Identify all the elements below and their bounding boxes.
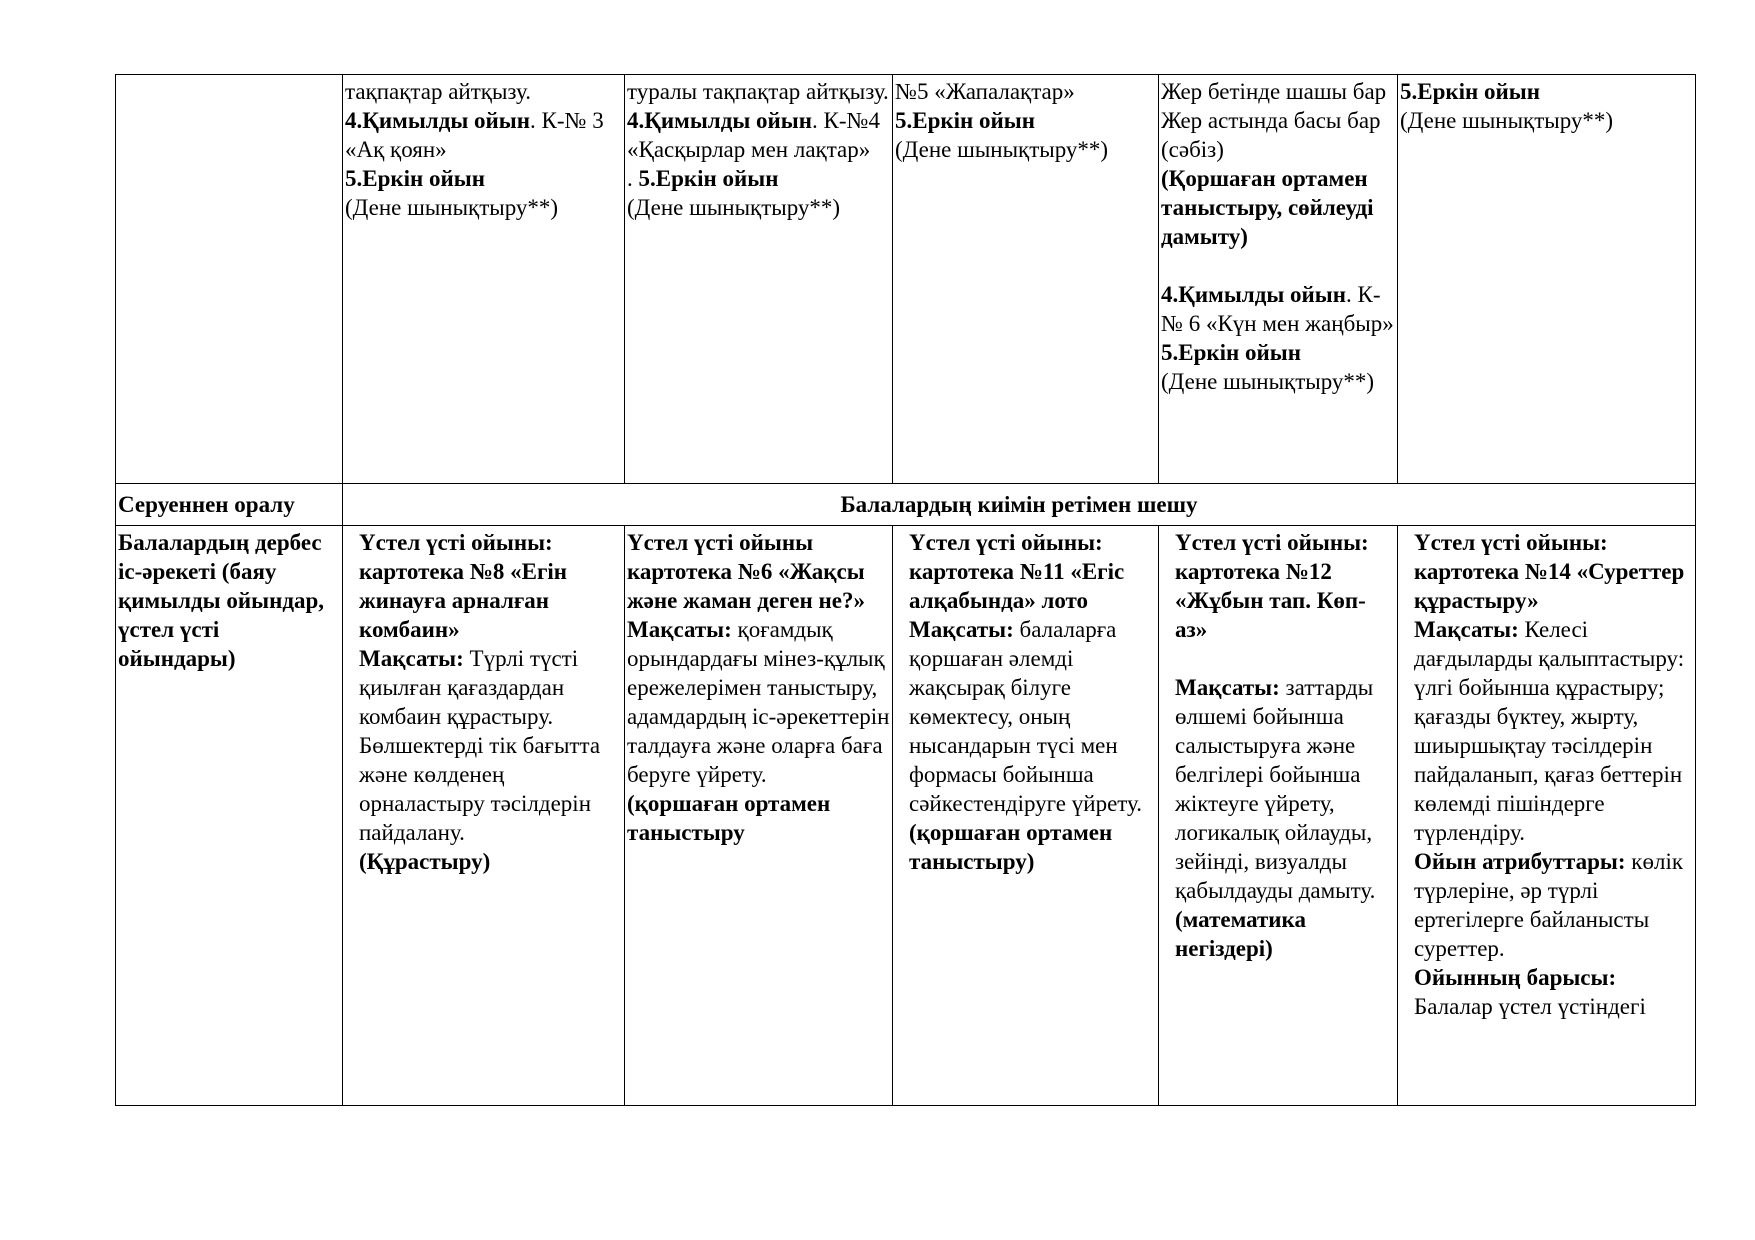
cell-friday [1398, 75, 1696, 484]
paragraph-bold-text: (қоршаған ортамен таныстыру [627, 791, 831, 845]
paragraph-gap [1161, 251, 1395, 280]
row-label-return: Серуеннен оралу [116, 484, 343, 526]
cell-paragraph [627, 164, 890, 193]
cell-paragraph [895, 135, 1156, 164]
cell-paragraph [1414, 528, 1693, 615]
cell-paragraph [359, 644, 622, 847]
paragraph-bold-text: 4.Қимылды ойын [345, 108, 531, 133]
paragraph-text: (Дене шынықтыру**) [1161, 369, 1375, 394]
table-row-independent-activity [116, 526, 1696, 1106]
cell-paragraph [1414, 963, 1693, 1021]
cell-thursday [1159, 526, 1398, 1106]
cell-paragraph [1161, 367, 1395, 396]
cell-paragraph [345, 106, 622, 164]
cell-paragraph [359, 847, 622, 876]
cell-paragraph [909, 528, 1156, 615]
cell-friday [1398, 526, 1696, 1106]
paragraph-text: заттарды өлшемі бойынша салыстыруға және белгілері бойынша жіктеуге үйрету, логикалық ойлауды, зейінді, визуалды қабылдауды дамыту. [1175, 675, 1376, 903]
paragraph-bold-text: 4.Қимылды ойын [1161, 282, 1347, 307]
paragraph-text: №5 «Жапалақтар» [895, 79, 1075, 104]
paragraph-text: . К-№ 3 «Ақ қоян» [345, 108, 604, 162]
paragraph-text: Жер бетінде шашы бар [1161, 79, 1387, 104]
paragraph-text: . К-№ 6 «Күн мен жаңбыр» [1161, 282, 1394, 336]
paragraph-bold-text: Мақсаты: [909, 617, 1014, 642]
table-row-continuation [116, 75, 1696, 484]
cell-paragraph [359, 528, 622, 644]
paragraph-bold-text: 5.Еркін ойын [895, 108, 1035, 133]
paragraph-bold-text: Үстел үсті ойыны: картотека №14 «Суреттер құрастыру» [1414, 530, 1685, 613]
paragraph-prefix: . [627, 166, 639, 191]
cell-paragraph [1175, 905, 1395, 963]
cell-paragraph [909, 818, 1156, 876]
cell-paragraph [1414, 847, 1693, 963]
paragraph-bold-text: Мақсаты: [1175, 675, 1280, 700]
cell-paragraph [1161, 106, 1395, 164]
paragraph-bold-text: Мақсаты: [627, 617, 732, 642]
cell-wednesday [893, 75, 1159, 484]
paragraph-bold-text: Үстел үсті ойыны картотека №6 «Жақсы және жаман деген не?» [627, 530, 865, 613]
row-label-activity: Балалардың дербес іс-әрекеті (баяу қимылды ойындар, үстел үсті ойындары) [116, 526, 343, 1106]
cell-paragraph [1175, 528, 1395, 644]
cell-paragraph [1400, 106, 1693, 135]
cell-paragraph [1161, 280, 1395, 338]
cell-paragraph [895, 77, 1156, 106]
cell-paragraph [1161, 164, 1395, 251]
paragraph-text: (Дене шынықтыру**) [895, 137, 1109, 162]
paragraph-text: Балалар үстел үстіндегі [1414, 994, 1646, 1019]
cell-paragraph [1161, 77, 1395, 106]
paragraph-bold-text: 4.Қимылды ойын [627, 108, 813, 133]
paragraph-bold-text: 5.Еркін ойын [1161, 340, 1301, 365]
cell-paragraph [627, 106, 890, 164]
paragraph-bold-text: Үстел үсті ойыны: картотека №11 «Егіс алқабында» лото [909, 530, 1125, 613]
paragraph-bold-text: Мақсаты: [1414, 617, 1519, 642]
cell-paragraph [627, 77, 890, 106]
paragraph-bold-text: Мақсаты: [359, 646, 464, 671]
paragraph-bold-text: (математика негіздері) [1175, 907, 1306, 961]
row-label-empty [116, 75, 343, 484]
cell-wednesday [893, 526, 1159, 1106]
cell-paragraph [1400, 77, 1693, 106]
paragraph-text: (Дене шынықтыру**) [627, 195, 841, 220]
paragraph-text: көлік түрлеріне, әр түрлі ертегілерге байланысты суреттер. [1414, 849, 1684, 961]
weekly-plan-table [115, 74, 1696, 1106]
paragraph-bold-text: (Қоршаған ортамен таныстыру, сөйлеуді дамыту) [1161, 166, 1374, 249]
paragraph-gap [1175, 644, 1395, 673]
paragraph-text: Жер астында басы бар (сәбіз) [1161, 108, 1381, 162]
cell-paragraph [1175, 673, 1395, 905]
paragraph-bold-text: Үстел үсті ойыны: картотека №8 «Егін жинауға арналған комбаин» [359, 530, 568, 642]
paragraph-text: . К-№4 «Қасқырлар мен лақтар» [627, 108, 880, 162]
paragraph-bold-text: (қоршаған ортамен таныстыру) [909, 820, 1113, 874]
cell-paragraph [1414, 615, 1693, 847]
cell-paragraph [627, 615, 890, 789]
paragraph-bold-text: 5.Еркін ойын [638, 166, 779, 191]
cell-tuesday [625, 526, 893, 1106]
paragraph-text: туралы тақпақтар айтқызу. [627, 79, 889, 104]
cell-thursday [1159, 75, 1398, 484]
paragraph-bold-text: Үстел үсті ойыны: картотека №12 «Жұбын тап. Көп-аз» [1175, 530, 1369, 642]
cell-paragraph [345, 164, 622, 193]
paragraph-bold-text: 5.Еркін ойын [1400, 79, 1540, 104]
paragraph-text: Түрлі түсті қиылған қағаздардан комбаин құрастыру. Бөлшектерді тік бағытта және көлденең орналастыру тәсілдерін пайдалану. [359, 646, 601, 845]
cell-paragraph [627, 193, 890, 222]
paragraph-text: тақпақтар айтқызу. [345, 79, 531, 104]
cell-paragraph [627, 789, 890, 847]
cell-paragraph [345, 193, 622, 222]
cell-monday [343, 526, 625, 1106]
cell-paragraph [909, 615, 1156, 818]
return-activity-cell: Балалардың киімін ретімен шешу [343, 484, 1696, 526]
paragraph-text: Келесі дағдыларды қалыптастыру: үлгі бойынша құрастыру; қағазды бүктеу, жырту, шиыршықтау тәсілдерін пайдаланып, қағаз беттерін көлемді пішіндерге түрлендіру. [1414, 617, 1685, 845]
cell-paragraph [895, 106, 1156, 135]
paragraph-text: балаларға қоршаған әлемді жақсырақ білуге көмектесу, оның нысандарын түсі мен формасы бойынша сәйкестендіруге үйрету. [909, 617, 1142, 816]
cell-tuesday [625, 75, 893, 484]
paragraph-bold-text: (Құрастыру) [359, 849, 491, 874]
cell-paragraph [1161, 338, 1395, 367]
table-row-return-from-walk [116, 484, 1696, 526]
paragraph-bold-text: Ойынның барысы: [1414, 965, 1617, 990]
paragraph-text: қоғамдық орындардағы мінез-құлық ережелерімен таныстыру, адамдардың іс-әрекеттерін талдауға және оларға баға беруге үйрету. [627, 617, 890, 787]
cell-monday [343, 75, 625, 484]
paragraph-text: (Дене шынықтыру**) [345, 195, 559, 220]
paragraph-bold-text: Ойын атрибуттары: [1414, 849, 1626, 874]
paragraph-bold-text: 5.Еркін ойын [345, 166, 485, 191]
cell-paragraph [345, 77, 622, 106]
cell-paragraph [627, 528, 890, 615]
paragraph-text: (Дене шынықтыру**) [1400, 108, 1614, 133]
